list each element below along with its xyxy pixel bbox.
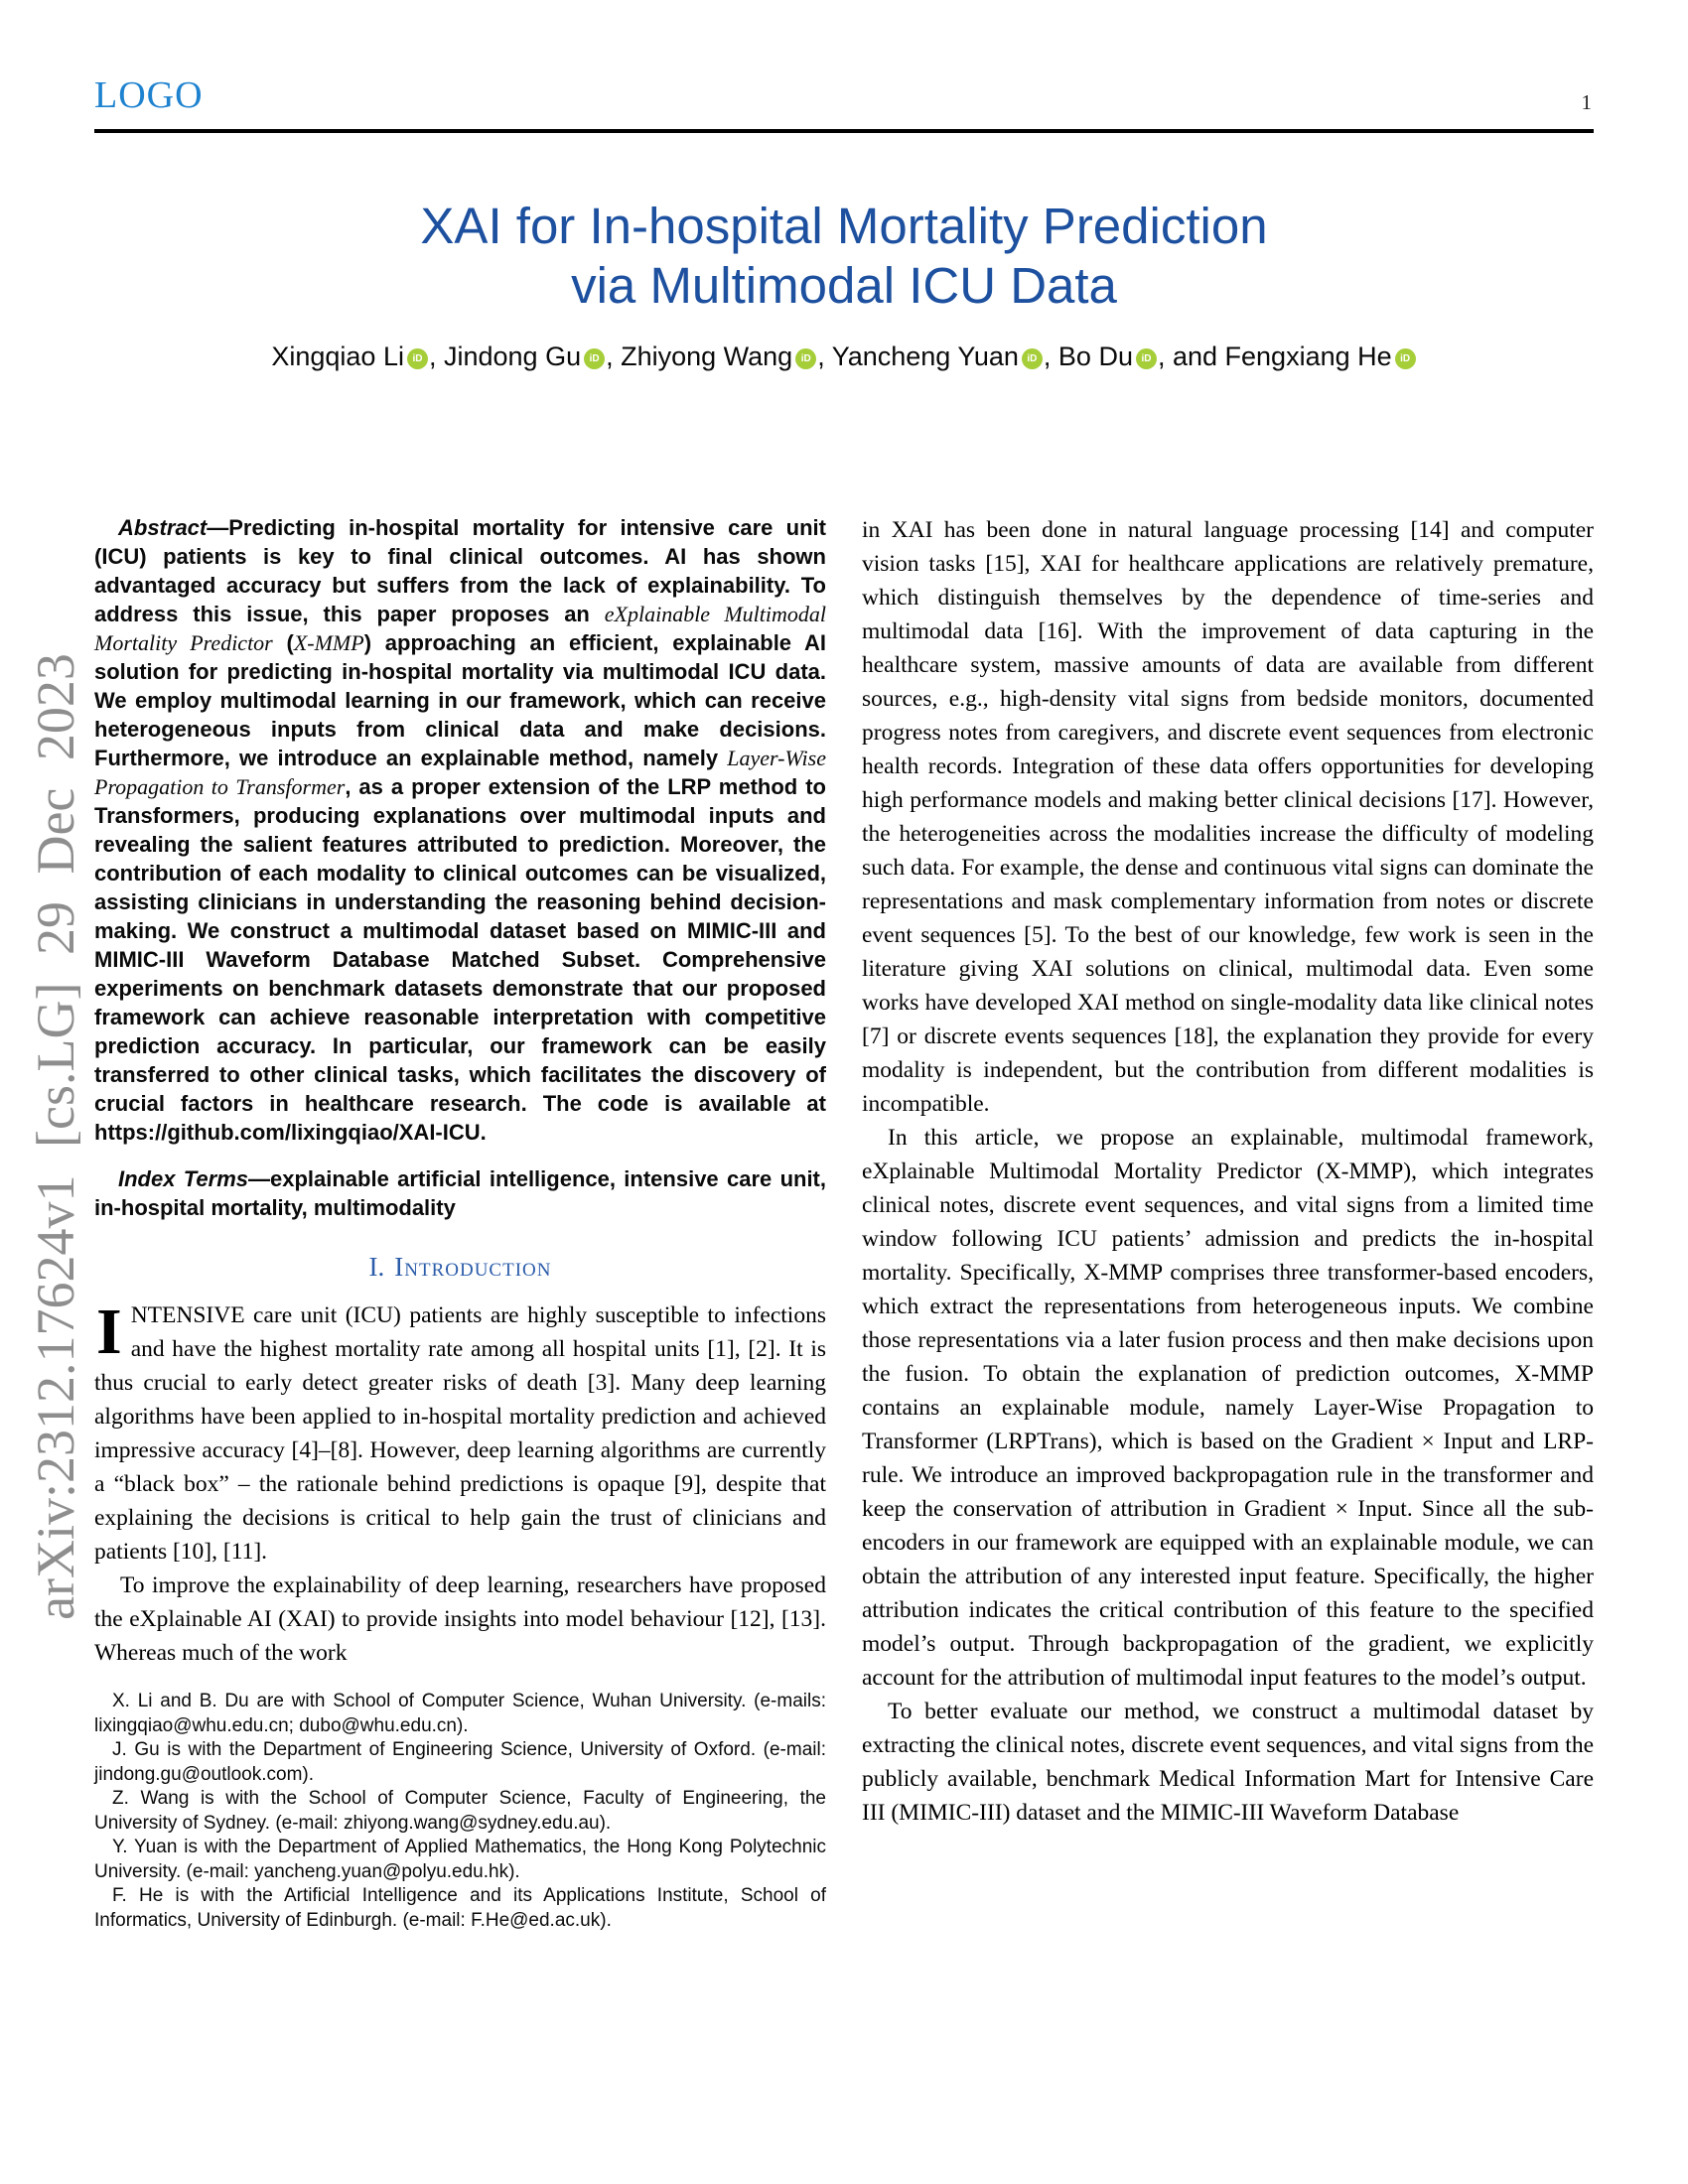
abstract-text: . [480, 1120, 487, 1145]
orcid-icon[interactable] [1136, 348, 1157, 369]
orcid-icon[interactable] [1022, 348, 1043, 369]
author-name-3: Zhiyong Wang [621, 341, 793, 371]
footnote-3: Z. Wang is with the School of Computer Science, Faculty of Engineering, the University of Sydney. (e-mail: zhiyong.wang@sydney.edu.au). [94, 1788, 826, 1834]
left-column [94, 513, 826, 1933]
title-line-2: via Multimodal ICU Data [571, 257, 1117, 314]
abstract-text: ( [272, 630, 294, 655]
author-footnotes [94, 1690, 826, 1933]
first-word-caps: NTENSIVE [130, 1302, 245, 1328]
orcid-id-glyph: iD [800, 353, 811, 364]
orcid-id-glyph: iD [1141, 353, 1152, 364]
author-separator: , [606, 341, 622, 371]
github-link[interactable]: https://github.com/lixingqiao/XAI-ICU [94, 1120, 481, 1145]
intro-paragraph-5: To better evaluate our method, we construct a multimodal dataset by extracting the clinical notes, discrete event sequences, and vital signs from the publicly available, benchmark Medical Information Mart for Intensive Care III (MIMIC-III) dataset and the MIMIC-III Waveform Database [862, 1699, 1594, 1826]
intro-paragraph-1 [94, 1298, 826, 1569]
author-separator: , [1043, 341, 1058, 371]
orcid-id-glyph: iD [1027, 353, 1038, 364]
paragraph-text: care unit (ICU) patients are highly susceptible to infections and have the highest mortality rate among all hospital units [1], [2]. It is thus crucial to early detect greater risks of death [3]. Many deep learning algorithms have been applied to in-hospital mortality prediction and achieved impressive accuracy [4]–[8]. However, deep learning algorithms are currently a “black box” – the rationale behind predictions is opaque [9], despite that explaining the decisions is critical to help gain the trust of clinicians and patients [10], [11]. [94, 1302, 826, 1565]
orcid-id-glyph: iD [1400, 353, 1411, 364]
abstract-text: ) approaching an efficient, explainable AI solution for predicting in-hospital mortality via multimodal ICU data. We employ multimodal learning in our framework, which can receive heterogeneous inputs from clinical data and make decisions. Furthermore, we introduce an explainable method, namely [94, 630, 826, 770]
orcid-icon[interactable] [584, 348, 605, 369]
orcid-id-glyph: iD [589, 353, 600, 364]
abstract-text: , as a proper extension of the LRP method to Transformers, producing explanations over multimodal inputs and revealing the salient features attributed to prediction. Moreover, the contribution of each modality to clinical outcomes can be visualized, assisting clinicians in understanding the reasoning behind decision-making. We construct a multimodal dataset based on MIMIC-III and MIMIC-III Waveform Database Matched Subset. Comprehensive experiments on benchmark datasets demonstrate that our proposed framework can achieve reasonable interpretation with competitive prediction accuracy. In particular, our framework can be easily transferred to other clinical tasks, which facilitates the discovery of crucial factors in healthcare research. The code is available at [94, 774, 826, 1116]
right-column [862, 513, 1594, 1830]
abstract-term-italic: Layer-Wise Propagation to Transformer [94, 746, 826, 799]
author-name-2: Jindong Gu [443, 341, 582, 371]
section-title: Introduction [394, 1252, 552, 1282]
abstract-label: Abstract [118, 515, 208, 540]
author-name-1: Xingqiao Li [271, 341, 404, 371]
index-terms-paragraph [94, 1164, 826, 1222]
abstract-text: —Predicting in-hospital mortality for intensive care unit (ICU) patients is key to final clinical outcomes. AI has shown advantaged accuracy but suffers from the lack of explainability. To address this issue, this paper proposes an [94, 515, 826, 626]
intro-paragraph-3: in XAI has been done in natural language processing [14] and computer vision tasks [15], XAI for healthcare applications are relatively premature, which distinguish themselves by the dependence of time-series and multimodal data [16]. With the improvement of data capturing in the healthcare system, massive amounts of data are available from different sources, e.g., high-density vital signs from bedside monitors, documented progress notes from caregivers, and discrete event sequences from electronic health records. Integration of these data offers opportunities for developing high performance models and making better clinical decisions [17]. However, the heterogeneities across the modalities increase the difficulty of modeling such data. For example, the dense and continuous vital signs can dominate the representations and mask complementary information from notes or discrete event sequences [5]. To the best of our knowledge, few work is seen in the literature giving XAI solutions on clinical, multimodal data. Even some works have developed XAI method on single-modality data like clinical notes [7] or discrete events sequences [18], the explanation they provide for every modality is independent, but the contribution from different modalities is incompatible. [862, 517, 1594, 1117]
intro-paragraph-4: In this article, we propose an explainable, multimodal framework, eXplainable Multimodal Mortality Predictor (X-MMP), which integrates clinical notes, discrete event sequences, and vital signs from a limited time window following ICU patients’ admission and predicts the in-hospital mortality. Specifically, X-MMP comprises three transformer-based encoders, which extract the representations from heterogeneous inputs. We combine those representations via a later fusion process and then make decisions upon the fusion. To obtain the explanation of prediction outcomes, X-MMP contains an explainable module, namely Layer-Wise Propagation to Transformer (LRPTrans), which is based on the Gradient × Input and LRP-rule. We introduce an improved backpropagation rule in the transformer and keep the conservation of attribution in Gradient × Input. Since all the sub-encoders in our framework are equipped with an explainable module, we can obtain the attribution of any interested input feature. Specifically, the higher attribution indicates the critical contribution of this feature to the specified model’s output. Through backpropagation of the gradient, we explicitly account for the attribution of multimodal input features to the model’s output. [862, 1125, 1594, 1691]
arxiv-watermark: arXiv:2312.17624v1 [cs.LG] 29 Dec 2023 [26, 653, 85, 1620]
orcid-id-glyph: iD [412, 353, 423, 364]
section-number: I. [368, 1252, 385, 1282]
index-terms-label: Index Terms [118, 1166, 248, 1191]
index-terms-text: —explainable artificial intelligence, intensive care unit, in-hospital mortality, multimodality [94, 1166, 826, 1220]
intro-paragraph-2: To improve the explainability of deep learning, researchers have proposed the eXplainable AI (XAI) to provide insights into model behaviour [12], [13]. Whereas much of the work [94, 1572, 826, 1666]
journal-logo: LOGO [94, 74, 204, 116]
orcid-icon[interactable] [407, 348, 428, 369]
footnote-5: F. He is with the Artificial Intelligence and its Applications Institute, School of Informatics, University of Edinburgh. (e-mail: F.He@ed.ac.uk). [94, 1885, 826, 1931]
abstract-term-italic: eXplainable Multimodal Mortality Predictor [94, 602, 827, 655]
abstract-paragraph [94, 513, 826, 1147]
section-heading-introduction [94, 1252, 826, 1283]
footnote-2: J. Gu is with the Department of Engineering Science, University of Oxford. (e-mail: jindong.gu@outlook.com). [94, 1739, 826, 1785]
two-column-body [94, 513, 1594, 1933]
author-list [0, 341, 1688, 372]
drop-cap: I [96, 1296, 122, 1368]
author-name-5: Bo Du [1057, 341, 1133, 371]
paper-title [0, 197, 1688, 316]
author-name-6: Fengxiang He [1224, 341, 1392, 371]
abstract-term-italic: X-MMP [293, 630, 364, 655]
author-separator-last: , and [1157, 341, 1225, 371]
orcid-icon[interactable] [1395, 348, 1416, 369]
author-separator: , [817, 341, 832, 371]
footnote-4: Y. Yuan is with the Department of Applied Mathematics, the Hong Kong Polytechnic University. (e-mail: yancheng.yuan@polyu.edu.hk). [94, 1837, 826, 1882]
page-header [94, 73, 1594, 133]
title-line-1: XAI for In-hospital Mortality Prediction [420, 198, 1268, 254]
page-number: 1 [1581, 90, 1592, 114]
footnote-1: X. Li and B. Du are with School of Computer Science, Wuhan University. (e-mails: lixingqiao@whu.edu.cn; dubo@whu.edu.cn). [94, 1691, 826, 1736]
author-separator: , [428, 341, 444, 371]
orcid-icon[interactable] [795, 348, 816, 369]
author-name-4: Yancheng Yuan [831, 341, 1019, 371]
